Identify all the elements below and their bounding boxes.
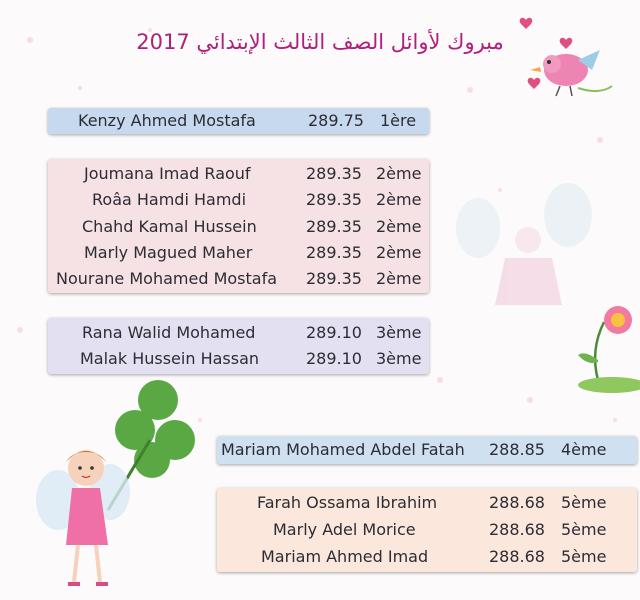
student-score: 289.10 <box>306 323 362 342</box>
student-rank: 5ème <box>561 520 607 539</box>
student-name: Rana Walid Mohamed <box>82 323 256 342</box>
student-row <box>48 320 429 346</box>
student-rank: 2ème <box>376 243 422 262</box>
student-rank: 2ème <box>376 269 422 288</box>
student-rank: 5ème <box>561 493 607 512</box>
student-name: Nourane Mohamed Mostafa <box>56 269 278 288</box>
student-rank: 1ère <box>380 111 417 130</box>
student-row <box>48 161 429 187</box>
student-row <box>48 266 429 292</box>
student-name: Kenzy Ahmed Mostafa <box>78 111 256 130</box>
student-row <box>217 517 637 543</box>
student-name: Joumana Imad Raouf <box>84 164 251 183</box>
student-row <box>48 187 429 213</box>
student-score: 289.35 <box>306 243 362 262</box>
student-rank: 2ème <box>376 190 422 209</box>
student-name: Marly Magued Maher <box>84 243 253 262</box>
student-score: 289.35 <box>306 269 362 288</box>
student-name: Malak Hussein Hassan <box>80 349 260 368</box>
page-title: مبروك لأوائل الصف الثالث الإبتدائي 2017 <box>136 30 504 54</box>
rank-group-fifth <box>217 488 637 572</box>
student-name: Chahd Kamal Hussein <box>82 217 257 236</box>
student-row <box>217 437 637 463</box>
student-score: 289.35 <box>306 217 362 236</box>
rank-group-first <box>48 108 429 134</box>
student-row <box>48 214 429 240</box>
student-name: Farah Ossama Ibrahim <box>257 493 438 512</box>
rank-group-third <box>48 318 429 374</box>
student-score: 288.68 <box>489 547 545 566</box>
student-score: 289.35 <box>306 190 362 209</box>
student-score: 289.10 <box>306 349 362 368</box>
student-rank: 2ème <box>376 217 422 236</box>
student-row <box>48 346 429 372</box>
rank-group-fourth <box>217 436 637 464</box>
student-score: 288.68 <box>489 520 545 539</box>
student-name: Roâa Hamdi Hamdi <box>92 190 247 209</box>
student-rank: 5ème <box>561 547 607 566</box>
student-row <box>48 108 429 134</box>
student-score: 288.68 <box>489 493 545 512</box>
student-row <box>48 240 429 266</box>
girl-with-clover-illustration <box>36 380 195 584</box>
rank-group-second <box>48 159 429 293</box>
student-rank: 2ème <box>376 164 422 183</box>
student-rank: 3ème <box>376 323 422 342</box>
student-name: Mariam Mohamed Abdel Fatah <box>221 440 465 459</box>
fairy-silhouette <box>456 183 592 305</box>
student-score: 289.75 <box>308 111 364 130</box>
student-rank: 4ème <box>561 440 607 459</box>
student-name: Mariam Ahmed Imad <box>261 547 429 566</box>
flower-illustration <box>578 306 640 393</box>
student-row <box>217 490 637 516</box>
student-score: 288.85 <box>489 440 545 459</box>
student-rank: 3ème <box>376 349 422 368</box>
student-name: Marly Adel Morice <box>273 520 416 539</box>
student-row <box>217 544 637 570</box>
student-score: 289.35 <box>306 164 362 183</box>
